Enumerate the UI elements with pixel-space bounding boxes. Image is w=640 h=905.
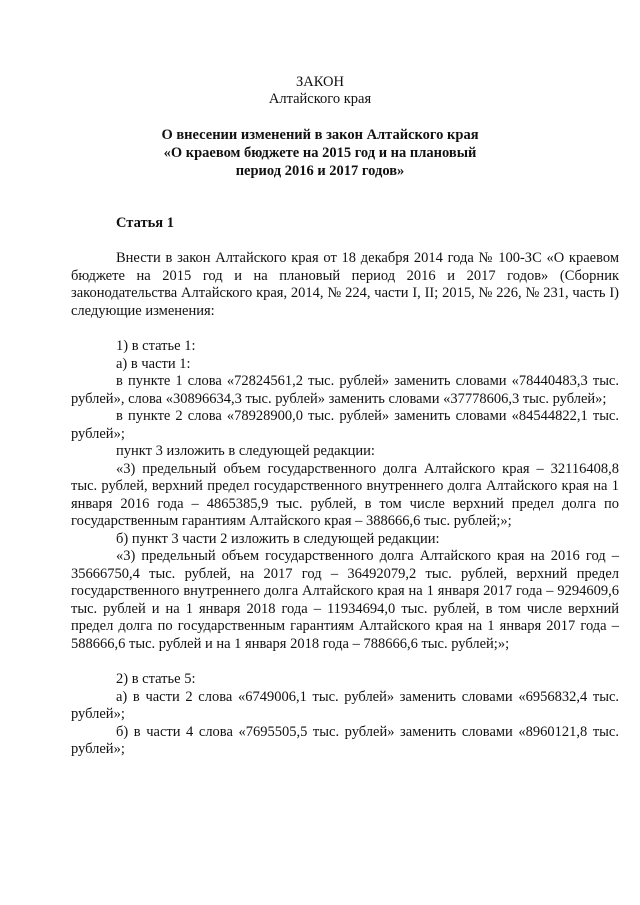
section1-point2: в пункте 2 слова «78928900,0 тыс. рублей» заменить словами «84544822,1 тыс. рублей»;	[71, 408, 619, 442]
title-line-1: О внесении изменений в закон Алтайского края	[161, 127, 479, 143]
article-heading: Статья 1	[116, 215, 174, 231]
section1-sub-a: а) в части 1:	[116, 355, 191, 372]
section2-a: а) в части 2 слова «6749006,1 тыс. рублей» заменить словами «6956832,4 тыс. рублей»;	[71, 688, 619, 722]
section1-heading: 1) в статье 1:	[116, 338, 196, 354]
section-gap	[71, 653, 619, 671]
document-region: Алтайского края	[268, 91, 372, 107]
intro-paragraph: Внести в закон Алтайского края от 18 декабря 2014 года № 100-ЗС «О краевом бюджете на 2015 год и на плановый период 2016 и 2017 годов» (Сборник законодательства Алтайского края, 2014, № 224, части I, II; 2015, № 226, № 231, часть I) следующие изменения:	[71, 250, 619, 319]
section2-heading: 2) в статье 5:	[116, 671, 196, 687]
intro-paragraph-block	[71, 250, 619, 320]
title-line-2: «О краевом бюджете на 2015 год и на плановый	[163, 145, 477, 161]
section1-sub-b: б) пункт 3 части 2 изложить в следующей редакции:	[116, 530, 440, 547]
section2-b: б) в части 4 слова «7695505,5 тыс. рублей» заменить словами «8960121,8 тыс. рублей»;	[71, 723, 619, 757]
section1-sub-b-text: «3) предельный объем государственного долга Алтайского края на 2016 год – 35666750,4 тыс. рублей, на 2017 год – 36492079,2 тыс. рублей, верхний предел государственного внутреннего долга Алтайского края на 1 января 2017 года – 9294609,6 тыс. рублей и на 1 января 2018 года – 11934694,0 тыс. рублей, в том числе верхний предел долга по государственным гарантиям Алтайского края на 1 января 2017 года – 588666,6 тыс. рублей и на 1 января 2018 года – 788666,6 тыс. рублей;»;	[71, 548, 619, 652]
title-line-3: период 2016 и 2017 годов»	[235, 163, 405, 179]
section1-point3-intro: пункт 3 изложить в следующей редакции:	[116, 443, 375, 459]
section1-point1: в пункте 1 слова «72824561,2 тыс. рублей» заменить словами «78440483,3 тыс. рублей», слова «30896634,3 тыс. рублей» заменить словами «37778606,3 тыс. рублей»;	[71, 373, 619, 407]
document-type: ЗАКОН	[296, 74, 344, 90]
amendments-list	[71, 338, 619, 759]
document-title	[0, 126, 640, 180]
section1-point3-text: «3) предельный объем государственного долга Алтайского края – 32116408,8 тыс. рублей, верхний предел государственного внутреннего долга Алтайского края на 1 января 2016 года – 4865385,9 тыс. рублей, в том числе верхний предел долга по государственным гарантиям Алтайского края – 388666,6 тыс. рублей;»;	[71, 460, 619, 529]
